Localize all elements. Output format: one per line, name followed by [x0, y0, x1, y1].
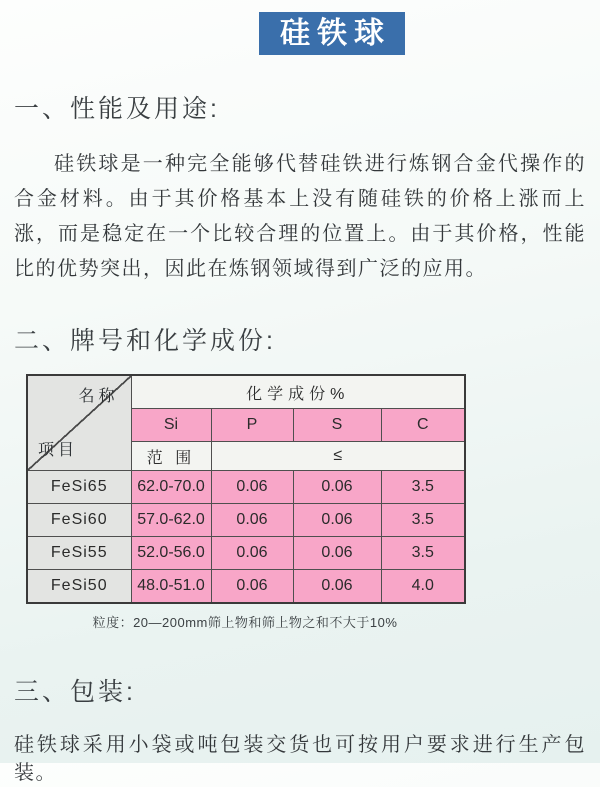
- table-footnote: 粒度：20—200mm筛上物和筛上物之和不大于10%: [92, 615, 398, 630]
- table-row: [27, 537, 465, 570]
- page-title: 硅铁球: [280, 17, 391, 50]
- cell-value: 0.06: [211, 570, 293, 604]
- cell-value: 0.06: [211, 504, 293, 537]
- col-header-si: Si: [131, 409, 211, 442]
- col-header-c: C: [381, 409, 465, 442]
- section3-heading: 三、包装:: [14, 678, 136, 706]
- cell-value: 0.06: [293, 471, 381, 504]
- cell-value: 62.0-70.0: [131, 471, 211, 504]
- row-name-fesi60: FeSi60: [27, 504, 131, 537]
- cell-value: 0.06: [211, 537, 293, 570]
- cell-value: 48.0-51.0: [131, 570, 211, 604]
- cell-value: 3.5: [381, 471, 465, 504]
- row-name-fesi55: FeSi55: [27, 537, 131, 570]
- table-row: [27, 471, 465, 504]
- cell-value: 0.06: [211, 471, 293, 504]
- table-row: [27, 570, 465, 604]
- cell-value: 57.0-62.0: [131, 504, 211, 537]
- table-row: [27, 504, 465, 537]
- col-header-s: S: [293, 409, 381, 442]
- section2-heading: 二、牌号和化学成份:: [14, 327, 276, 355]
- cell-value: 3.5: [381, 504, 465, 537]
- title-banner: [259, 12, 405, 55]
- banner-row: [14, 0, 586, 55]
- sub-header-leq: ≤: [211, 442, 465, 471]
- row-name-fesi65: FeSi65: [27, 471, 131, 504]
- cell-value: 3.5: [381, 537, 465, 570]
- corner-cell: [27, 375, 131, 471]
- section3-paragraph: 硅铁球采用小袋或吨包装交货也可按用户要求进行生产包装。: [14, 734, 586, 784]
- section1-heading: 一、性能及用途:: [14, 95, 220, 123]
- cell-value: 4.0: [381, 570, 465, 604]
- cell-value: 0.06: [293, 504, 381, 537]
- cell-value: 0.06: [293, 570, 381, 604]
- cell-value: 52.0-56.0: [131, 537, 211, 570]
- sub-header-range: 范 围: [131, 442, 211, 471]
- group-header-cell: 化学成份%: [131, 375, 465, 409]
- table-header-row: [27, 375, 465, 409]
- section1-paragraph: 硅铁球是一种完全能够代替硅铁进行炼钢合金代操作的合金材料。由于其价格基本上没有随硅铁的价格上涨而上涨，而是稳定在一个比较合理的位置上。由于其价格，性能比的优势突出，因此在炼钢领域得到广泛的应用。: [14, 153, 586, 280]
- cell-value: 0.06: [293, 537, 381, 570]
- col-header-p: P: [211, 409, 293, 442]
- corner-label-name: 名称: [78, 388, 119, 405]
- corner-label-item: 项目: [38, 442, 79, 459]
- composition-table: [26, 374, 466, 604]
- row-name-fesi50: FeSi50: [27, 570, 131, 604]
